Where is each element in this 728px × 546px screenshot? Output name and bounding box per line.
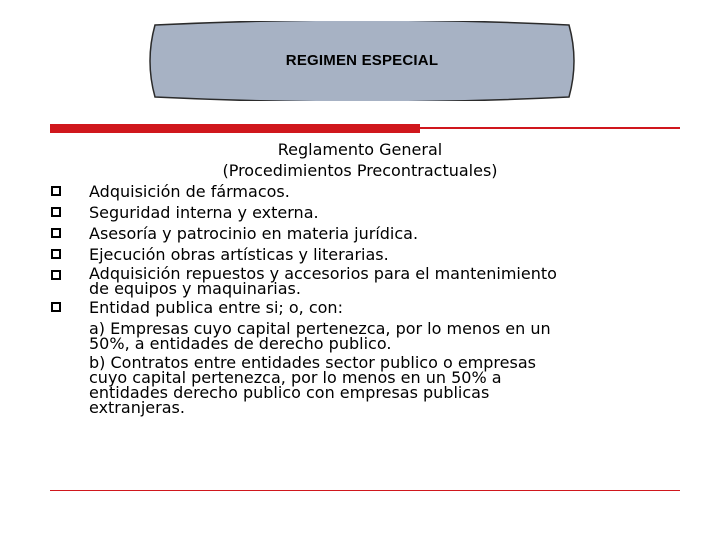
checkbox-bullet-icon <box>51 302 61 312</box>
divider-bottom <box>50 490 680 491</box>
checkbox-bullet-icon <box>51 228 61 238</box>
list-item-text-line: de equipos y maquinarias. <box>89 279 301 298</box>
list-item-text: Asesoría y patrocinio en materia jurídica. <box>89 224 419 243</box>
sub-item-text-line: extranjeras. <box>89 398 185 417</box>
sub-item-text-line: 50%, a entidades de derecho publico. <box>89 334 392 353</box>
sub-item-text-line: cuyo capital pertenezca, por lo menos en un 50% a <box>89 368 502 387</box>
heading-line-1: Reglamento General <box>277 140 443 159</box>
list-item <box>0 182 659 201</box>
list-item-text: Seguridad interna y externa. <box>89 203 319 222</box>
list-item <box>0 203 659 222</box>
list-item-text: Ejecución obras artísticas y literarias. <box>89 245 389 264</box>
checkbox-bullet-icon <box>51 270 61 280</box>
heading-line-2: (Procedimientos Precontractuales) <box>222 161 498 180</box>
checkbox-bullet-icon <box>51 249 61 259</box>
sub-list-item <box>0 355 659 415</box>
slide-body <box>0 140 728 415</box>
list-item <box>0 298 659 317</box>
sub-list-item <box>0 321 659 351</box>
divider-top-thick <box>50 124 420 133</box>
checkbox-bullet-icon <box>51 186 61 196</box>
list-item-text: Entidad publica entre si; o, con: <box>89 298 343 317</box>
divider-top-thin <box>420 127 680 129</box>
list-item <box>0 266 659 296</box>
list-item-text-line: Adquisición repuestos y accesorios para el mantenimiento <box>89 264 557 283</box>
sub-item-text-line: b) Contratos entre entidades sector publico o empresas <box>89 353 536 372</box>
list-item <box>0 245 659 264</box>
sub-item-text-line: entidades derecho publico con empresas publicas <box>89 383 490 402</box>
list-item-text: Adquisición de fármacos. <box>89 182 290 201</box>
page-title: REGIMEN ESPECIAL <box>285 52 439 69</box>
sub-item-text-line: a) Empresas cuyo capital pertenezca, por lo menos en un <box>89 319 551 338</box>
list-item <box>0 224 659 243</box>
title-banner <box>147 21 577 101</box>
checkbox-bullet-icon <box>51 207 61 217</box>
